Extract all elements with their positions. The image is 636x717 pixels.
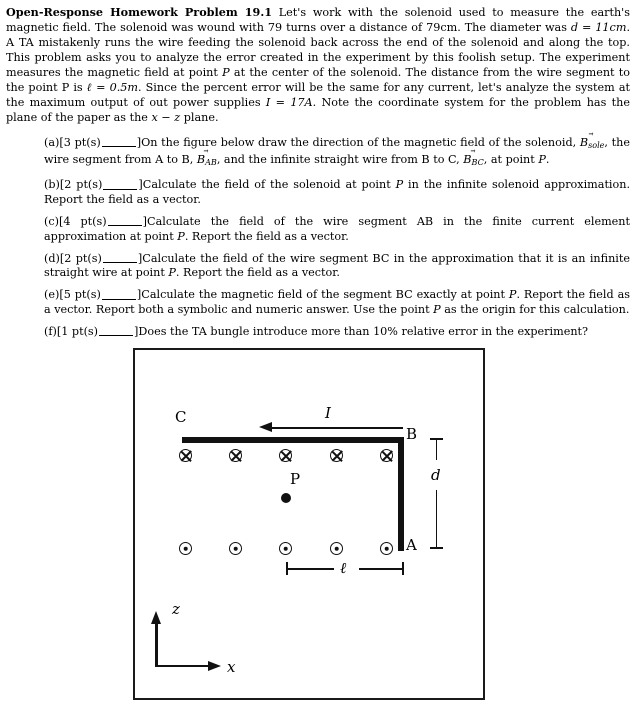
part-c-text-2: . Report the field as a vector. (184, 229, 349, 243)
part-c-answer-blank[interactable] (108, 216, 142, 227)
part-d-text-1: Calculate the field of the wire segment BC in the approximation that it is an infinite straight wire at point (44, 251, 630, 280)
ell-dimension-label: ℓ (340, 559, 347, 577)
problem-body-1: Let's work with the solenoid used to measure the earth's magnetic field. The solenoid was wound with 79 turns over a distance of 79cm. The diameter was (6, 6, 630, 35)
part-a-text-1: On the figure below draw the direction of the magnetic field of the solenoid, (141, 136, 580, 149)
part-f-label: (f) (44, 324, 57, 338)
out-of-page-marker (330, 542, 343, 555)
out-of-page-marker (380, 542, 393, 555)
part-d-point-p: P (168, 266, 176, 280)
part-d-bracket: ] (137, 251, 143, 265)
into-page-marker (229, 449, 242, 462)
circuit-diagram (133, 348, 485, 700)
node-label-B: B (406, 425, 418, 443)
part-e-text-1: Calculate the magnetic field of the segment BC exactly at point (141, 288, 509, 302)
part-d-points: [2 pt(s) (59, 251, 102, 265)
ell-dimension-cap-right (402, 562, 404, 575)
part-a-label: (a) (44, 136, 60, 149)
part-f-bracket: ] (134, 324, 139, 338)
current-arrow-shaft (270, 427, 403, 429)
d-dimension-line-bottom (436, 490, 438, 548)
ell-value: ℓ = 0.5m (86, 81, 138, 95)
part-a-text-5: . (545, 153, 550, 167)
point-p-dot (281, 493, 291, 503)
part-d-text-2: . Report the field as a vector. (175, 266, 340, 280)
problem-body-3: at the center of the solenoid. The distance from the wire segment to the point P is (6, 66, 630, 95)
part-b-answer-blank[interactable] (103, 179, 137, 190)
part-e-bracket: ] (136, 288, 142, 302)
axis-label-z: z (172, 600, 180, 618)
diameter-value: d = 11cm (570, 21, 627, 35)
problem-title: Open-Response Homework Problem 19.1 (6, 5, 273, 19)
part-a-answer-blank[interactable] (102, 137, 136, 148)
part-b-text-2: in the infinite solenoid approximation. Report the field as a vector. (44, 178, 631, 206)
part-e-text-3: as the origin for this calculation. (440, 302, 630, 316)
part-b-points: [2 pt(s) (59, 178, 103, 192)
d-dimension-label: d (431, 466, 441, 484)
part-b-bracket: ] (138, 178, 143, 192)
part-c-label: (c) (44, 214, 59, 228)
part-a-points: [3 pt(s) (59, 136, 101, 149)
problem-body-5: . Note the coordinate system for the problem has the plane of the paper as the (6, 96, 630, 125)
part-a-text-4: , at point (483, 153, 539, 167)
point-p-label: P (290, 470, 301, 488)
part-e (30, 288, 630, 317)
part-e-label: (e) (44, 288, 60, 302)
part-d-label: (d) (44, 251, 60, 265)
part-b-label: (b) (44, 178, 60, 192)
part-c-bracket: ] (142, 214, 148, 228)
part-e-point-p-2: P (433, 302, 441, 316)
part-a-text-2: , the wire segment from A to B, (44, 136, 630, 167)
current-arrow-head-icon (259, 422, 272, 432)
part-e-text-2: . Report the field as a vector. Report both a symbolic and numeric answer. Use the point (44, 288, 630, 316)
b-sole-vector: → $B_{sole}$ (580, 136, 605, 153)
b-bc-vector: → $B_{BC}$ (463, 153, 483, 170)
problem-body-2: . A TA mistakenly runs the wire feeding the solenoid back across the end of the solenoid and along the top. This problem asks you to analyze the error created in the experiment by this foolish setup. The experiment measures the magnetic field at point (6, 21, 630, 80)
problem-statement (6, 5, 630, 125)
part-d-answer-blank[interactable] (103, 252, 137, 263)
out-of-page-marker (179, 542, 192, 555)
wire-segment-AB (398, 437, 404, 551)
x-axis-line (155, 665, 209, 667)
part-c-points: [4 pt(s) (59, 214, 107, 228)
wire-segment-BC (182, 437, 404, 443)
into-page-marker (179, 449, 192, 462)
node-label-A: A (406, 536, 417, 554)
x-axis-arrow-head-icon (208, 661, 221, 671)
d-dimension-cap-bottom (430, 547, 443, 549)
current-value: I = 17A (265, 96, 313, 110)
part-b-point-p: P (395, 178, 404, 192)
part-f-answer-blank[interactable] (99, 326, 133, 337)
out-of-page-marker (229, 542, 242, 555)
part-d (30, 252, 630, 281)
part-f-text-1: Does the TA bungle introduce more than 10% relative error in the experiment? (138, 324, 589, 338)
point-p-symbol: P (222, 66, 230, 80)
part-a-point-p: P (538, 153, 546, 167)
part-f (30, 325, 630, 340)
d-dimension-line-top (436, 438, 438, 460)
into-page-marker (279, 449, 292, 462)
current-label-I: I (325, 404, 331, 422)
part-c-text-1: Calculate the field of the wire segment AB in the finite current element approximation at point (44, 214, 630, 243)
part-a-text-3: , and the infinite straight wire from B to C, (216, 153, 464, 167)
out-of-page-marker (279, 542, 292, 555)
part-c (30, 215, 630, 244)
into-page-marker (330, 449, 343, 462)
part-b-text-1: Calculate the field of the solenoid at point (142, 178, 396, 192)
problem-body-6: plane. (180, 111, 219, 125)
part-a-bracket: ] (136, 136, 142, 149)
ell-dimension-line-right (359, 568, 404, 570)
problem-parts-list (30, 136, 630, 347)
z-axis-line (155, 623, 157, 667)
part-b (30, 178, 630, 207)
part-a (30, 136, 630, 171)
part-e-points: [5 pt(s) (59, 288, 101, 302)
part-e-answer-blank[interactable] (102, 289, 136, 300)
part-e-point-p-1: P (508, 288, 517, 302)
part-c-point-p: P (177, 229, 185, 243)
plane-symbol: x − z (151, 111, 181, 125)
axis-label-x: x (227, 658, 236, 676)
b-ab-vector: → $B_{AB}$ (197, 153, 217, 170)
into-page-marker (380, 449, 393, 462)
ell-dimension-line-left (286, 568, 334, 570)
node-label-C: C (175, 408, 187, 426)
part-f-points: [1 pt(s) (56, 324, 99, 338)
problem-body-4: . Since the percent error will be the same for any current, let's analyze the system at the maximum output of out power supplies (6, 81, 631, 110)
